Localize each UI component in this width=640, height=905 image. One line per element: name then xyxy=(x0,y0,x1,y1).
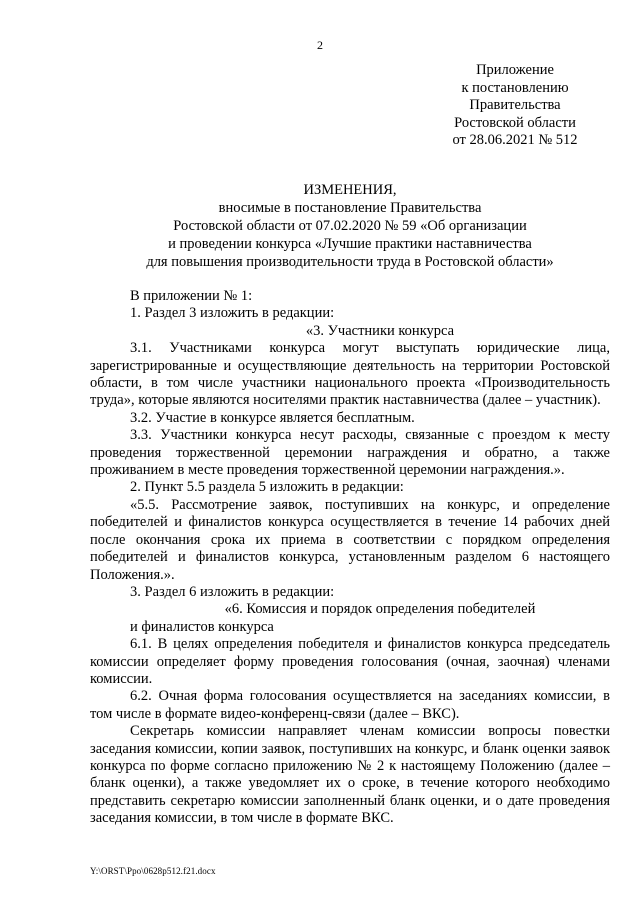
appendix-line: к постановлению xyxy=(461,79,569,96)
appendix-line: от 28.06.2021 № 512 xyxy=(452,132,578,148)
section-heading: «3. Участники конкурса xyxy=(305,322,455,339)
paragraph: 1. Раздел 3 изложить в редакции: xyxy=(130,305,335,322)
title-line: для повышения производительности труда в Ростовской области» xyxy=(146,254,554,270)
appendix-line: Приложение xyxy=(476,62,554,78)
paragraph: 2. Пункт 5.5 раздела 5 изложить в редакции: xyxy=(130,479,404,496)
paragraph: 3. Раздел 6 изложить в редакции: xyxy=(130,583,335,600)
paragraph: 3.2. Участие в конкурсе является бесплатным. xyxy=(130,409,415,426)
file-path-footer: Y:\ORST\Ppo\0628p512.f21.docx xyxy=(90,866,216,876)
title-line: и проведении конкурса «Лучшие практики наставничества xyxy=(168,236,532,252)
paragraph: В приложении № 1: xyxy=(130,288,253,304)
paragraph: 6.2. Очная форма голосования осуществляется на заседаниях комиссии, в том числе в формате видео-конференц-связи (далее – ВКС). xyxy=(90,688,610,722)
title-line: вносимые в постановление Правительства xyxy=(218,200,482,216)
document-title xyxy=(90,181,610,271)
appendix-line: Правительства xyxy=(469,97,561,113)
document-body xyxy=(90,288,610,828)
section-heading-continued: и финалистов конкурса xyxy=(130,618,274,635)
paragraph: Секретарь комиссии направляет членам комиссии вопросы повестки заседания комиссии, копии заявок, поступивших на конкурс, и бланк оценки заявок конкурса по форме согласно приложению № 2 к настоящему Положению (далее – бланк оценки), а также уведомляет их о сроке, в течение которого необходимо представить секретарю комиссии заполненный бланк оценки, и о дате проведения заседания комиссии, в том числе в формате ВКС. xyxy=(90,723,610,827)
paragraph: 3.1. Участниками конкурса могут выступать юридические лица, зарегистрированные и осуществляющие деятельность на территории Ростовской области, в том числе участники национального проекта «Производительность труда», которые являются носителями практик наставничества (далее – участник). xyxy=(90,340,610,409)
title-heading: ИЗМЕНЕНИЯ, xyxy=(303,182,397,198)
paragraph: «5.5. Рассмотрение заявок, поступивших на конкурс, и определение победителей и финалистов конкурса осуществляется в течение 14 рабочих дней после окончания срока их приема в соответствии с порядком определения победителей и финалистов конкурса, установленным разделом 6 настоящего Положения.». xyxy=(90,496,610,583)
title-line: Ростовской области от 07.02.2020 № 59 «Об организации xyxy=(173,218,527,234)
section-heading: «6. Комиссия и порядок определения победителей xyxy=(224,601,536,618)
paragraph: 6.1. В целях определения победителя и финалистов конкурса председатель комиссии определяет форму проведения голосования (очная, заочная) членами комиссии. xyxy=(90,636,610,687)
paragraph: 3.3. Участники конкурса несут расходы, связанные с проездом к месту проведения торжественной церемонии награждения и обратно, а также проживанием в месте проведения торжественной церемонии награждения.». xyxy=(90,427,610,479)
page-number: 2 xyxy=(317,38,323,52)
appendix-line: Ростовской области xyxy=(454,114,576,131)
appendix-stamp xyxy=(440,62,590,150)
